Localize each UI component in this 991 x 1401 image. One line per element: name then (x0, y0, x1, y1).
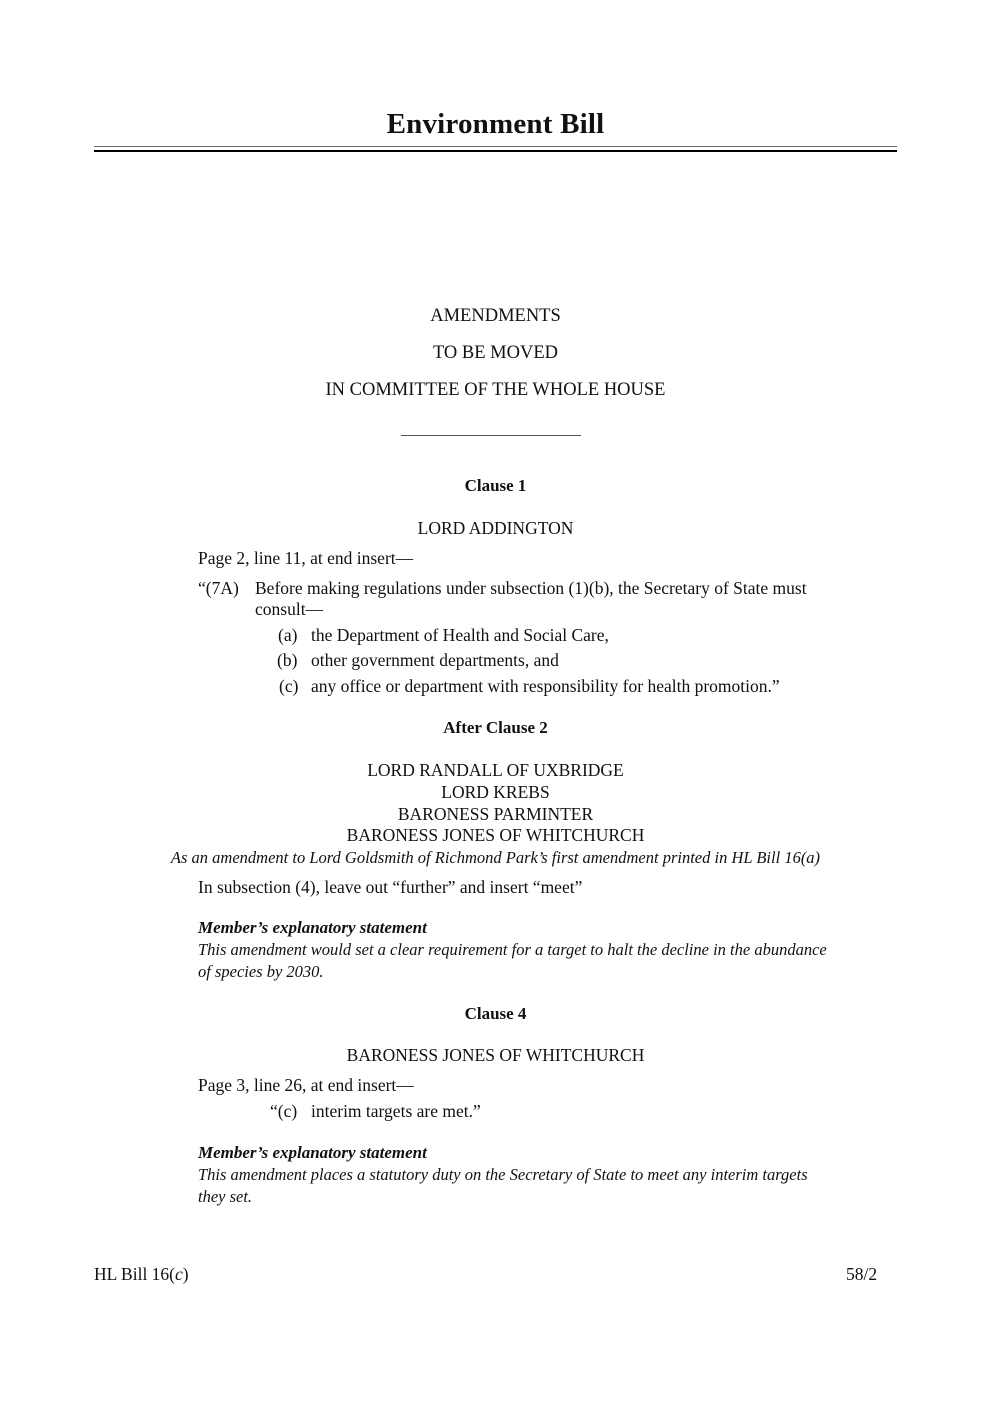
footer-bill-reference (94, 1263, 189, 1285)
insertion-item-text: any office or department with responsibility for health promotion.” (311, 676, 780, 696)
member-name: LORD KREBS (441, 782, 550, 802)
member-name: BARONESS PARMINTER (397, 804, 594, 824)
amendment-note: As an amendment to Lord Goldsmith of Richmond Park’s first amendment printed in HL Bill 16(a) (170, 848, 821, 867)
explanatory-statement-line1: This amendment would set a clear requirement for a target to halt the decline in the abundance (198, 940, 827, 959)
insertion-item-text: other government departments, and (311, 650, 559, 670)
member-name: LORD RANDALL OF UXBRIDGE (367, 760, 624, 780)
member-name: BARONESS JONES OF WHITCHURCH (346, 825, 645, 845)
bill-ref-prefix: HL Bill 16( (94, 1264, 176, 1284)
insertion-item-label: (c) (279, 676, 299, 696)
explanatory-statement-line2: they set. (198, 1187, 253, 1206)
section-heading-clause-4: Clause 4 (464, 1004, 527, 1023)
insertion-item-text: the Department of Health and Social Care, (311, 625, 609, 645)
explanatory-statement-line1: This amendment places a statutory duty on the Secretary of State to meet any interim targets (198, 1165, 808, 1184)
member-name: BARONESS JONES OF WHITCHURCH (346, 1045, 645, 1065)
insertion-item-label: (a) (278, 625, 298, 645)
insertion-text-line1: Before making regulations under subsection (1)(b), the Secretary of State must (255, 578, 807, 598)
amendment-instruction: In subsection (4), leave out “further” and insert “meet” (198, 877, 583, 897)
footer-page-reference: 58/2 (846, 1264, 878, 1284)
insertion-item-label: (b) (277, 650, 298, 670)
insertion-label: “(7A) (198, 578, 239, 598)
explanatory-statement-line2: of species by 2030. (198, 962, 324, 981)
section-heading-clause-1: Clause 1 (464, 476, 527, 495)
section-divider (401, 435, 581, 436)
section-heading-after-clause-2: After Clause 2 (443, 718, 548, 737)
amendment-instruction: Page 3, line 26, at end insert— (198, 1075, 414, 1095)
member-name: LORD ADDINGTON (417, 518, 574, 538)
title-rule-thick (94, 150, 897, 152)
intro-line-committee: IN COMMITTEE OF THE WHOLE HOUSE (325, 380, 666, 400)
bill-ref-suffix: ) (182, 1264, 189, 1284)
amendment-instruction: Page 2, line 11, at end insert— (198, 548, 414, 568)
title-rule-thin (94, 146, 897, 147)
insertion-text-line2: consult— (255, 599, 324, 619)
bill-ref-letter: c (175, 1264, 183, 1284)
intro-line-amendments: AMENDMENTS (430, 306, 561, 326)
insertion-label: “(c) (270, 1101, 298, 1121)
intro-line-to-be-moved: TO BE MOVED (432, 343, 559, 363)
explanatory-statement-heading: Member’s explanatory statement (198, 918, 427, 937)
explanatory-statement-heading: Member’s explanatory statement (198, 1143, 427, 1162)
insertion-text: interim targets are met.” (311, 1101, 481, 1121)
document-title: Environment Bill (386, 108, 605, 140)
